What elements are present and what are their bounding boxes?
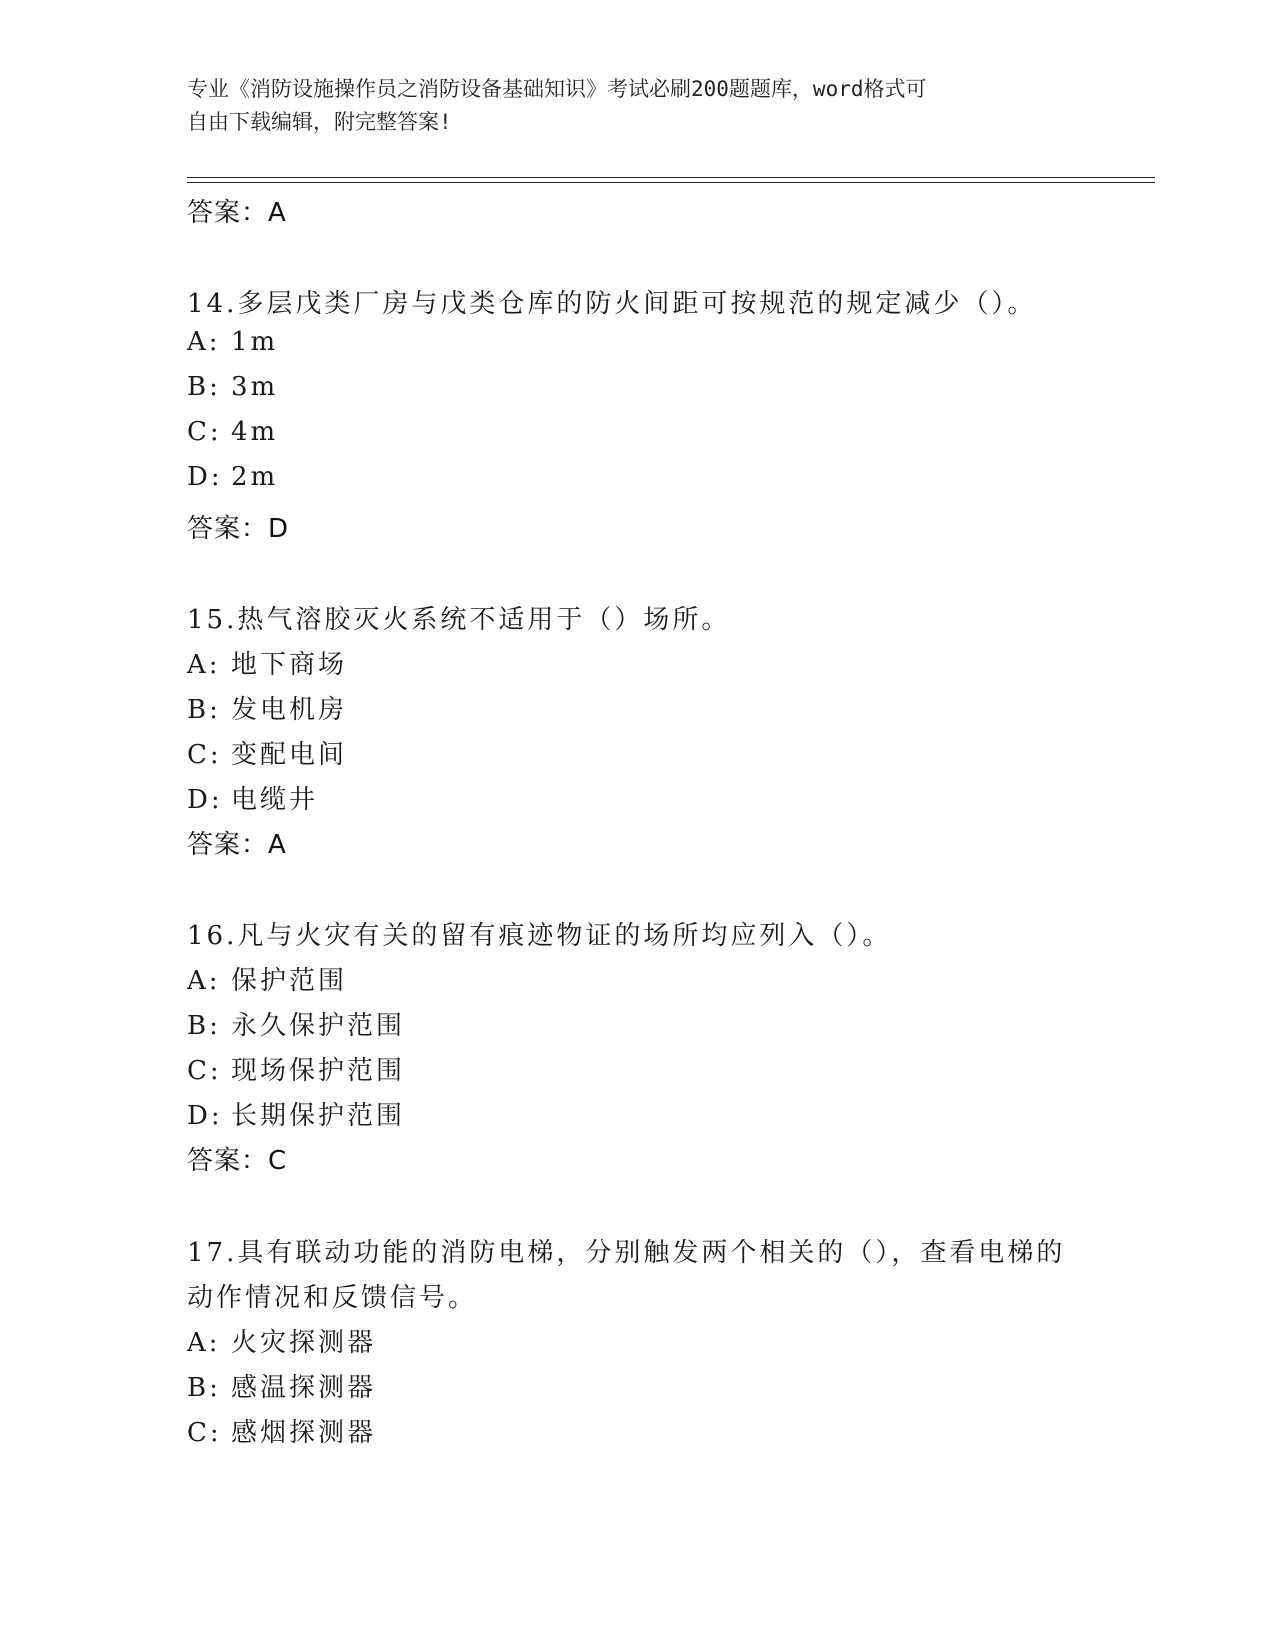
option-text: 发电机房 (231, 695, 348, 725)
question-14-text: 14.多层戊类厂房与戊类仓库的防火间距可按规范的规定减少（）。 (187, 289, 1037, 319)
question-15-option-c (187, 734, 347, 771)
question-16-option-c (187, 1050, 405, 1087)
option-text: 2m (231, 462, 279, 492)
question-15-option-d (187, 779, 318, 816)
option-letter: A: (187, 966, 221, 996)
question-17-text-line-2: 动作情况和反馈信号。 (187, 1283, 478, 1313)
option-text: 现场保护范围 (231, 1056, 406, 1086)
question-15-answer: 答案：A (187, 830, 287, 860)
option-text: 地下商场 (231, 650, 348, 680)
question-16-option-a (187, 960, 347, 997)
option-text: 感温探测器 (231, 1373, 377, 1403)
option-text: 3m (231, 372, 279, 402)
question-17-option-c (187, 1412, 376, 1449)
question-16-text: 16.凡与火灾有关的留有痕迹物证的场所均应列入（）。 (187, 921, 892, 951)
question-17-text-line-1: 17.具有联动功能的消防电梯，分别触发两个相关的（），查看电梯的 (187, 1238, 1066, 1268)
header-line-1: 专业《消防设施操作员之消防设备基础知识》考试必刷200题题库，word格式可 (187, 77, 927, 101)
question-15-option-b (187, 689, 347, 726)
option-letter: B: (187, 1011, 221, 1041)
header-divider-bottom (187, 182, 1155, 183)
question-14-option-b (187, 372, 278, 402)
option-letter: C: (187, 1056, 222, 1086)
question-15-text: 15.热气溶胶灭火系统不适用于（）场所。 (187, 605, 731, 635)
question-14-option-a (187, 327, 278, 357)
option-text: 永久保护范围 (231, 1011, 406, 1041)
option-letter: D: (187, 785, 223, 815)
option-text: 保护范围 (231, 966, 348, 996)
question-16-option-d (187, 1095, 405, 1132)
option-letter: C: (187, 1418, 222, 1448)
question-14-option-c (187, 417, 278, 447)
option-text: 变配电间 (231, 740, 348, 770)
option-text: 1m (231, 327, 279, 357)
question-14-option-d (187, 462, 278, 492)
option-text: 电缆井 (231, 785, 319, 815)
option-text: 火灾探测器 (231, 1328, 377, 1358)
question-14-answer: 答案：D (187, 514, 290, 544)
option-text: 感烟探测器 (231, 1418, 377, 1448)
option-letter: A: (187, 1328, 221, 1358)
option-letter: C: (187, 740, 222, 770)
answer-previous: 答案：A (187, 198, 287, 228)
option-letter: A: (187, 650, 221, 680)
option-letter: A: (187, 327, 221, 357)
option-text: 长期保护范围 (231, 1101, 406, 1131)
option-letter: B: (187, 1373, 221, 1403)
question-17-option-a (187, 1322, 376, 1359)
option-letter: D: (187, 1101, 223, 1131)
option-letter: B: (187, 372, 221, 402)
question-16-answer: 答案：C (187, 1146, 288, 1176)
option-letter: B: (187, 695, 221, 725)
option-letter: D: (187, 462, 223, 492)
question-17-option-b (187, 1367, 376, 1404)
header-line-2: 自由下载编辑，附完整答案! (187, 110, 452, 134)
question-16-option-b (187, 1005, 405, 1042)
option-letter: C: (187, 417, 222, 447)
document-header (187, 73, 1067, 139)
option-text: 4m (231, 417, 279, 447)
question-15-option-a (187, 644, 347, 681)
header-divider-top (187, 177, 1155, 178)
